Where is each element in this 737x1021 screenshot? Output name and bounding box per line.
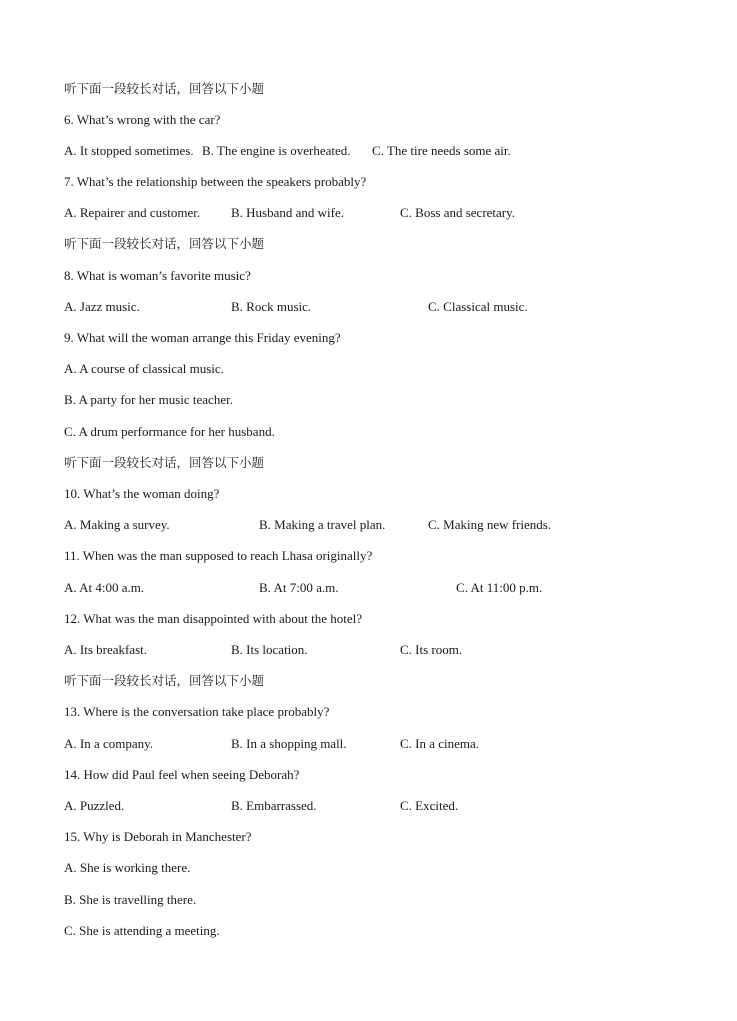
question-text: 8. What is woman’s favorite music? (64, 268, 251, 283)
answer-option: A. Making a survey. (64, 517, 170, 532)
answer-option: C. Classical music. (428, 299, 528, 314)
question-text: 14. How did Paul feel when seeing Deborah? (64, 767, 300, 782)
answer-option: B. Making a travel plan. (259, 517, 386, 532)
answer-option: A. Jazz music. (64, 299, 140, 314)
answer-option: C. Boss and secretary. (400, 205, 516, 220)
question-text: 10. What’s the woman doing? (64, 486, 220, 501)
answer-option: A. It stopped sometimes. (64, 143, 194, 158)
answer-option: A. In a company. (64, 736, 154, 751)
answer-option: C. Making new friends. (428, 517, 552, 532)
answer-option: C. Excited. (400, 798, 459, 813)
answer-option: A. A course of classical music. (64, 361, 224, 376)
answer-option: B. A party for her music teacher. (64, 392, 233, 407)
answer-option: C. A drum performance for her husband. (64, 424, 275, 439)
answer-option: C. She is attending a meeting. (64, 923, 220, 938)
answer-option: C. Its room. (400, 642, 463, 657)
question-text: 6. What’s wrong with the car? (64, 112, 221, 127)
section-header: 听下面一段较长对话，回答以下小题 (64, 673, 265, 688)
section-header: 听下面一段较长对话，回答以下小题 (64, 455, 265, 470)
question-text: 7. What’s the relationship between the speakers probably? (64, 174, 367, 189)
answer-option: B. Husband and wife. (231, 205, 345, 220)
section-header: 听下面一段较长对话，回答以下小题 (64, 81, 265, 96)
answer-option: B. In a shopping mall. (231, 736, 347, 751)
answer-option: C. The tire needs some air. (372, 143, 511, 158)
answer-option: C. At 11:00 p.m. (456, 580, 543, 595)
question-text: 9. What will the woman arrange this Friday evening? (64, 330, 341, 345)
answer-option: B. At 7:00 a.m. (259, 580, 339, 595)
answer-option: A. Its breakfast. (64, 642, 148, 657)
question-text: 15. Why is Deborah in Manchester? (64, 829, 252, 844)
answer-option: B. Its location. (231, 642, 308, 657)
answer-option: A. At 4:00 a.m. (64, 580, 145, 595)
question-text: 11. When was the man supposed to reach Lhasa originally? (64, 548, 373, 563)
question-text: 13. Where is the conversation take place probably? (64, 704, 330, 719)
answer-option: C. In a cinema. (400, 736, 480, 751)
section-header: 听下面一段较长对话，回答以下小题 (64, 236, 265, 251)
answer-option: B. Embarrassed. (231, 798, 317, 813)
answer-option: B. She is travelling there. (64, 892, 197, 907)
answer-option: A. She is working there. (64, 860, 191, 875)
answer-option: B. The engine is overheated. (202, 143, 351, 158)
answer-option: B. Rock music. (231, 299, 312, 314)
question-text: 12. What was the man disappointed with about the hotel? (64, 611, 362, 626)
answer-option: A. Puzzled. (64, 798, 125, 813)
answer-option: A. Repairer and customer. (64, 205, 201, 220)
